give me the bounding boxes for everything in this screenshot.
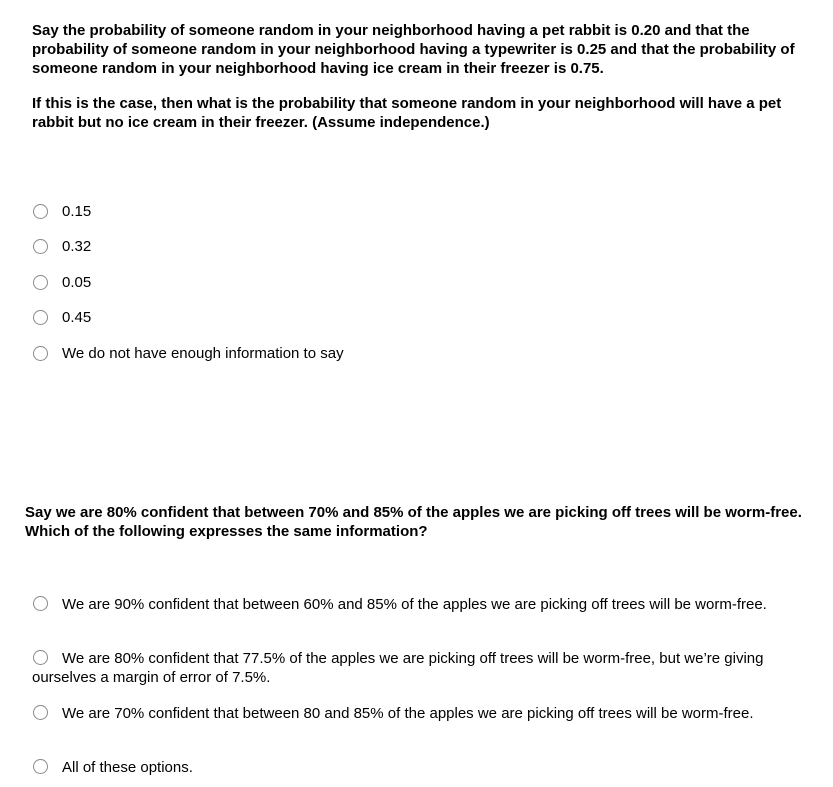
q1-option-3[interactable]: [32, 273, 91, 292]
q1-option-1-label: 0.15: [62, 203, 92, 220]
radio-button[interactable]: [33, 759, 48, 774]
q2-option-3[interactable]: [32, 704, 822, 723]
q1-option-4-label: 0.45: [62, 309, 92, 326]
radio-button[interactable]: [33, 204, 48, 219]
q2-option-3-label: We are 70% confident that between 80 and 85% of the apples we are picking off trees will be worm-free.: [62, 705, 754, 722]
q1-option-1[interactable]: [32, 202, 91, 221]
q1-option-5[interactable]: [32, 344, 344, 363]
radio-button[interactable]: [33, 596, 48, 611]
question-1-prompt: Say the probability of someone random in your neighborhood having a pet rabbit is 0.20 and that the probability of someone random in your neighborhood having a typewriter is 0.25 and that the probability of someone random in your neighborhood having ice cream in their freezer is 0.75.: [32, 22, 795, 77]
radio-button[interactable]: [33, 239, 48, 254]
q2-option-1[interactable]: [32, 595, 822, 614]
question-2-prompt: Say we are 80% confident that between 70% and 85% of the apples we are picking off trees will be worm-free. Which of the following expresses the same information?: [25, 504, 802, 540]
q2-option-2[interactable]: [32, 649, 822, 687]
q2-option-4[interactable]: [32, 758, 822, 777]
q2-option-1-label: We are 90% confident that between 60% and 85% of the apples we are picking off trees will be worm-free.: [62, 596, 767, 613]
q1-option-5-label: We do not have enough information to say: [62, 345, 344, 362]
question-1-prompt-continued: If this is the case, then what is the probability that someone random in your neighborhood will have a pet rabbit but no ice cream in their freezer. (Assume independence.): [32, 95, 782, 131]
radio-button[interactable]: [33, 275, 48, 290]
q1-option-4[interactable]: [32, 308, 91, 327]
q2-option-4-label: All of these options.: [62, 759, 193, 776]
q1-option-3-label: 0.05: [62, 274, 92, 291]
radio-button[interactable]: [33, 650, 48, 665]
radio-button[interactable]: [33, 705, 48, 720]
radio-button[interactable]: [33, 346, 48, 361]
q1-option-2-label: 0.32: [62, 238, 92, 255]
q2-option-2-label: We are 80% confident that 77.5% of the apples we are picking off trees will be worm-free, but we’re giving ourselves a margin of error of 7.5%.: [32, 650, 764, 686]
radio-button[interactable]: [33, 310, 48, 325]
q1-option-2[interactable]: [32, 237, 91, 256]
